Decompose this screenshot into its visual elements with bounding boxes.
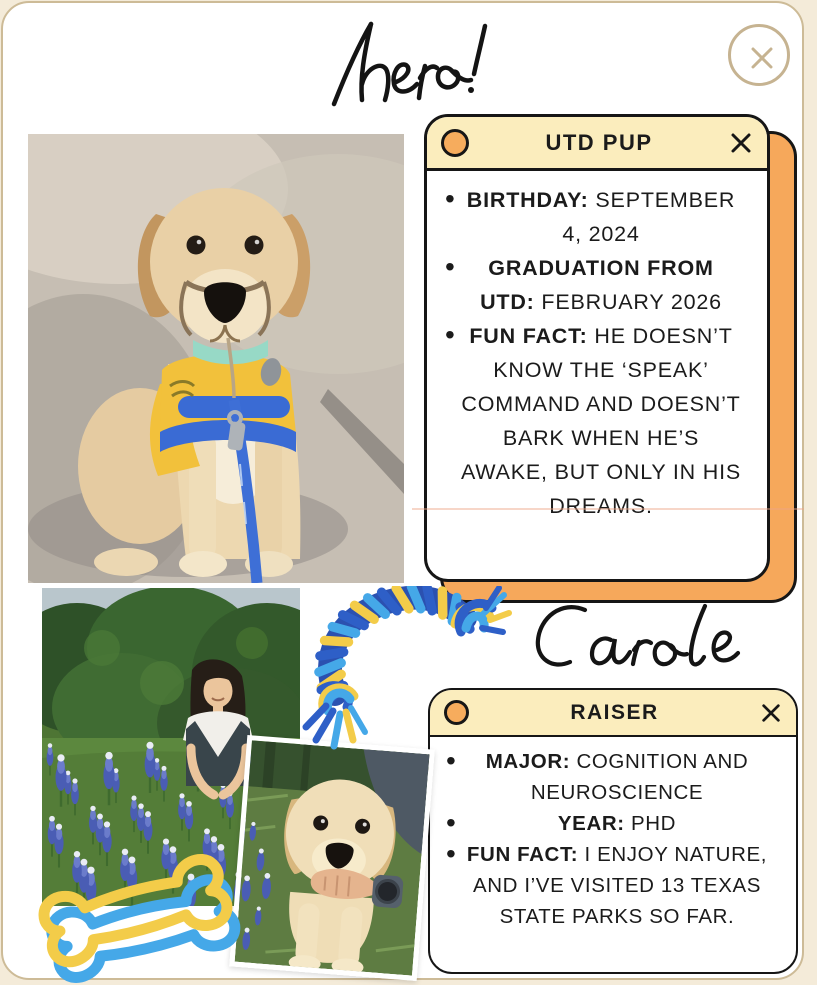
- list-item: • YEAR: PHD: [444, 808, 782, 839]
- raiser-name-title: [523, 596, 795, 680]
- pup-card-title: UTD PUP: [545, 129, 653, 155]
- window-dot-icon: [441, 129, 469, 157]
- bone-toy-illustration: [18, 828, 270, 985]
- close-button[interactable]: [728, 24, 790, 86]
- rope-toy-illustration: [293, 586, 513, 754]
- pup-card: [424, 114, 770, 582]
- pup-card-close-button[interactable]: [729, 131, 753, 155]
- fold-line: [412, 508, 804, 510]
- pup-card-list: [427, 171, 767, 529]
- pup-card-header: [427, 117, 767, 171]
- list-item: • FUN FACT: HE DOESN’T KNOW THE ‘SPEAK’ COMMAND AND DOESN’T BARK WHEN HE’S AWAKE, BUT ONLY IN HIS DREAMS.: [443, 319, 751, 523]
- raiser-card-title: RAISER: [570, 700, 659, 724]
- circle-x-icon: [746, 42, 778, 74]
- pup-name-title: [318, 14, 503, 109]
- raiser-card-list: [430, 737, 796, 936]
- x-icon: [729, 131, 753, 155]
- list-item: • BIRTHDAY: SEPTEMBER 4, 2024: [443, 183, 751, 251]
- x-icon: [760, 702, 782, 724]
- raiser-card-close-button[interactable]: [760, 702, 782, 724]
- pup-portrait-photo: [28, 134, 404, 583]
- list-item: • FUN FACT: I ENJOY NATURE, AND I’VE VISITED 13 TEXAS STATE PARKS SO FAR.: [444, 839, 782, 932]
- raiser-figure: [183, 659, 253, 795]
- list-item: • MAJOR: COGNITION AND NEUROSCIENCE: [444, 746, 782, 808]
- list-item: • GRADUATION FROM UTD: FEBRUARY 2026: [443, 251, 751, 319]
